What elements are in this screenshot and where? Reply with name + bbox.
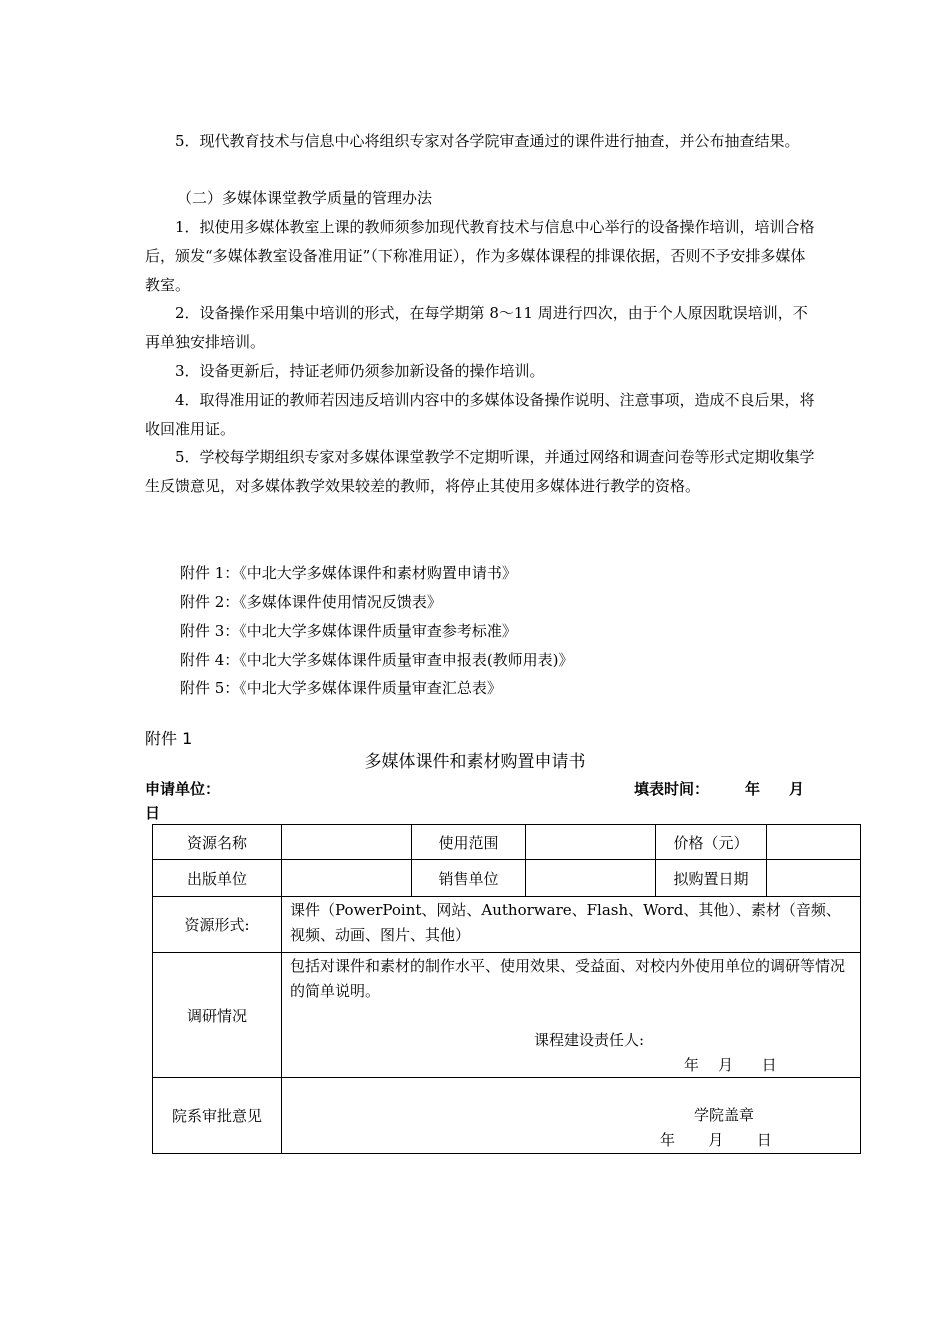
attachment-item: 附件 3：《中北大学多媒体课件质量审查参考标准》	[180, 622, 517, 640]
course-leader-label: 课程建设责任人:	[534, 1031, 645, 1049]
resource-form-text: 课件（PowerPoint、网站、Authorware、Flash、Word、其他）、素材（音频、视频、动画、图片、其他）	[282, 897, 861, 953]
paragraph-5-spot-check: 5．现代教育技术与信息中心将组织专家对各学院审查通过的课件进行抽查，并公布抽查结果。	[175, 132, 800, 150]
price-field[interactable]	[767, 825, 861, 860]
attachment-label: 附件 1	[145, 729, 193, 748]
fill-day-label: 日	[145, 804, 161, 822]
table-row	[153, 825, 861, 860]
seller-label: 销售单位	[412, 860, 526, 897]
paragraph-4-revoke: 4．取得准用证的教师若因违反培训内容中的多媒体设备操作说明、注意事项，造成不良后果，将收回准用证。	[145, 391, 815, 438]
attachment-item: 附件 5：《中北大学多媒体课件质量审查汇总表》	[180, 679, 502, 697]
attachment-item: 附件 2：《多媒体课件使用情况反馈表》	[180, 593, 442, 611]
survey-text: 包括对课件和素材的制作水平、使用效果、受益面、对校内外使用单位的调研等情况的简单说明。	[290, 957, 846, 1000]
seller-field[interactable]	[526, 860, 656, 897]
resource-name-label: 资源名称	[153, 825, 282, 860]
table-row	[153, 1078, 861, 1154]
paragraph-3-update: 3．设备更新后，持证老师仍须参加新设备的操作培训。	[175, 362, 545, 380]
usage-scope-field[interactable]	[526, 825, 656, 860]
college-seal-label: 学院盖章	[694, 1106, 755, 1124]
attachment-item: 附件 1：《中北大学多媒体课件和素材购置申请书》	[180, 564, 517, 582]
publisher-label: 出版单位	[153, 860, 282, 897]
dept-opinion-cell	[282, 1078, 861, 1154]
price-label: 价格（元）	[656, 825, 767, 860]
attachment-item: 附件 4：《中北大学多媒体课件质量审查申报表(教师用表)》	[180, 651, 574, 669]
table-row	[153, 860, 861, 897]
fill-month-label: 月	[789, 780, 805, 798]
survey-date-line: 年 月 日	[684, 1056, 777, 1074]
form-title: 多媒体课件和素材购置申请书	[364, 752, 586, 772]
fill-year-label: 年	[745, 780, 761, 798]
fill-time-label: 填表时间：	[634, 780, 710, 798]
publisher-field[interactable]	[282, 860, 412, 897]
paragraph-2-schedule: 2．设备操作采用集中培训的形式，在每学期第 8～11 周进行四次，由于个人原因耽误培训，不再单独安排培训。	[145, 304, 808, 351]
table-row	[153, 897, 861, 953]
purchase-date-label: 拟购置日期	[656, 860, 767, 897]
paragraph-1-training: 1．拟使用多媒体教室上课的教师须参加现代教育技术与信息中心举行的设备操作培训，培训合格后，颁发“多媒体教室设备准用证”（下称准用证），作为多媒体课程的排课依据，否则不予安排多媒体教室。	[145, 218, 815, 294]
survey-label: 调研情况	[153, 953, 282, 1078]
survey-cell	[282, 953, 861, 1078]
resource-form-label: 资源形式:	[153, 897, 282, 953]
approval-date-line: 年 月 日	[660, 1131, 772, 1149]
resource-name-field[interactable]	[282, 825, 412, 860]
paragraph-5-feedback: 5．学校每学期组织专家对多媒体课堂教学不定期听课，并通过网络和调查问卷等形式定期收集学生反馈意见，对多媒体教学效果较差的教师，将停止其使用多媒体进行教学的资格。	[145, 448, 815, 495]
table-row	[153, 953, 861, 1078]
purchase-application-table	[152, 824, 861, 1154]
purchase-date-field[interactable]	[767, 860, 861, 897]
dept-opinion-label: 院系审批意见	[153, 1078, 282, 1154]
applicant-label: 申请单位：	[145, 780, 221, 798]
section-heading-2: （二）多媒体课堂教学质量的管理办法	[177, 189, 433, 207]
usage-scope-label: 使用范围	[412, 825, 526, 860]
